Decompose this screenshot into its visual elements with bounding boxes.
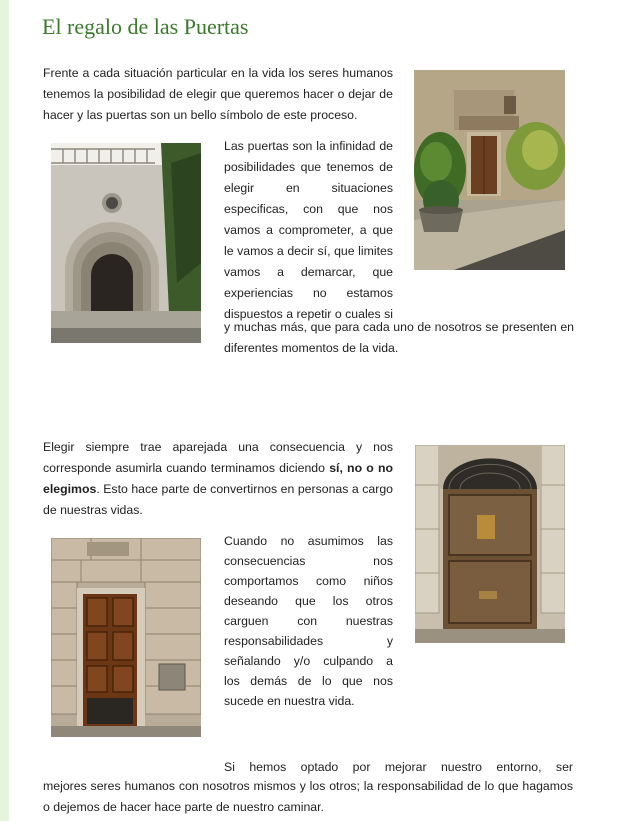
paragraph-line: experiencias no estamos [224,286,393,300]
paragraph-line: vamos a demarcar, que [224,265,393,279]
paragraph-line: vamos a comprometer, a que [224,223,393,237]
paragraph-tail: y muchas más, que para cada uno de nosotros se presenten en diferentes momentos de la vida. [224,320,574,355]
paragraph-intro: Frente a cada situación particular en la vida los seres humanos tenemos la posibilidad de elegir que queremos hacer o dejar de hacer y las puertas son un bello símbolo de este proceso. [43,66,393,122]
paragraph-line: especificas, con que nos [224,202,393,216]
paragraph-line: posibilidades que tenemos de [224,160,393,174]
text-bold-emphasis: sí, no o no elegimos [43,461,393,496]
paragraph-consequence [43,437,393,521]
paragraph-line: elegir en situaciones [224,181,393,195]
photo-church-portal [51,143,201,343]
paragraph-line: le vamos a decir sí, que limites [224,244,393,258]
page-left-margin-strip [0,0,9,821]
photo-old-wooden-door [415,445,565,643]
paragraph-line: responsabilidades y [224,634,393,648]
photo-courtyard-door [414,70,565,270]
paragraph-line: Si hemos optado por mejorar nuestro entorno, ser [224,760,573,774]
paragraph-line: señalando y/o culpando a [224,654,393,668]
paragraph-line: Las puertas son la infinidad de [224,139,393,153]
paragraph-line: mejores seres humanos con nosotros mismos y los otros; la responsabilidad de lo que hagamos o dejemos de hacer hace parte de nuestro caminar. [43,779,573,814]
paragraph-line: Cuando no asumimos las [224,534,393,548]
text-run: Elegir siempre trae aparejada una consecuencia y nos corresponde asumirla cuando terminamos diciendo [43,440,393,475]
paragraph-line: comportamos como niños [224,574,393,588]
photo-wooden-door-stone-wall [51,538,201,737]
paragraph-line: deseando que los otros [224,594,393,608]
page-title: El regalo de las Puertas [42,14,249,39]
paragraph-line: los demás de lo que nos [224,674,393,688]
paragraph-line: sucede en nuestra vida. [224,694,355,708]
paragraph-line: carguen con nuestras [224,614,393,628]
paragraph-line: dispuestos a repetir o cuales si [224,307,393,321]
paragraph-line: consecuencias nos [224,554,393,568]
text-run: . Esto hace parte de convertirnos en personas a cargo de nuestras vidas. [43,482,393,517]
